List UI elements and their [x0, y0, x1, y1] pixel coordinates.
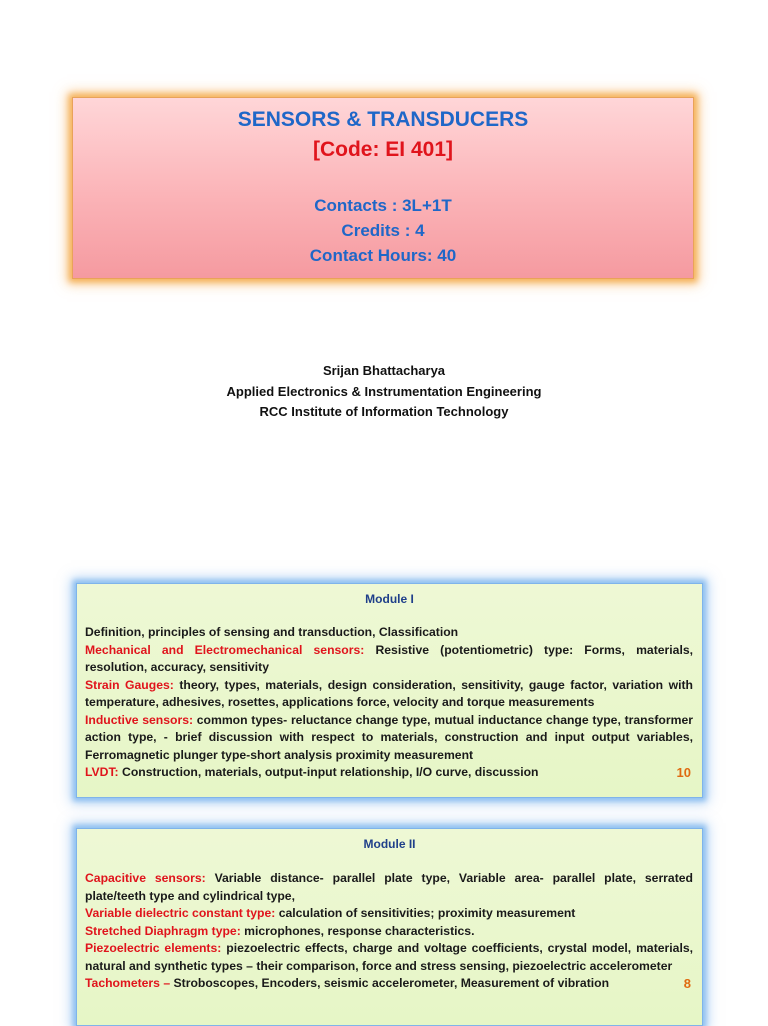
module-1-line: Definition, principles of sensing and transduction, Classification — [85, 625, 459, 639]
author-department: Applied Electronics & Instrumentation Engineering — [226, 384, 542, 399]
credits: Credits : 4 — [341, 221, 425, 240]
topic-text: Construction, materials, output-input relationship, I/O curve, discussion — [118, 765, 539, 779]
module-2-paragraph — [85, 940, 693, 975]
topic-text: theory, types, materials, design consideration, sensitivity, gauge factor, variation with temperature, adhesives, rosettes, applications force, velocity and torque measurements — [85, 677, 694, 709]
module-1-paragraph — [85, 764, 693, 782]
topic-label: Capacitive sensors: — [85, 871, 206, 885]
topic-text: calculation of sensitivities; proximity measurement — [275, 906, 576, 920]
topic-text: Variable distance- parallel plate type, Variable area- parallel plate, serrated plate/teeth type and cylindrical type, — [85, 871, 693, 903]
topic-text: common types- reluctance change type, mutual inductance change type, transformer action type, - brief discussion with respect to materials, construction and input output variables, Ferromagnetic plunger type-short analysis proximity measurement — [85, 712, 693, 762]
topic-label: LVDT: — [85, 765, 119, 779]
module-1-paragraph — [85, 677, 693, 712]
topic-label: Tachometers – — [85, 976, 171, 990]
module-1-title: Module I — [365, 592, 414, 606]
module-2-box — [76, 828, 703, 1026]
author-institute: RCC Institute of Information Technology — [259, 404, 509, 419]
module-2-body — [85, 870, 693, 993]
topic-label: Mechanical and Electromechanical sensors: — [85, 642, 365, 657]
topic-text: microphones, response characteristics. — [240, 923, 475, 938]
topic-label: Piezoelectric elements: — [85, 941, 222, 955]
topic-label: Stretched Diaphragm type: — [85, 923, 241, 938]
topic-text: Stroboscopes, Encoders, seismic accelerometer, Measurement of vibration — [170, 976, 610, 990]
module-1-hours: 10 — [676, 765, 691, 780]
module-2-hours: 8 — [683, 976, 691, 991]
author-name: Srijan Bhattacharya — [322, 363, 446, 378]
contact-hours: Contact Hours: 40 — [309, 246, 457, 265]
topic-label: Strain Gauges: — [85, 677, 174, 692]
topic-text: Resistive (potentiometric) type: Forms, materials, resolution, accuracy, sensitivity — [85, 642, 693, 674]
module-2-paragraph — [85, 905, 693, 923]
topic-label: Variable dielectric constant type: — [85, 906, 276, 920]
topic-text: piezoelectric effects, charge and voltage coefficients, crystal model, materials, natural and synthetic types – their comparison, force and stress sensing, piezoelectric accelerometer — [85, 941, 693, 973]
course-title-box — [72, 97, 694, 279]
module-1-box — [76, 583, 703, 798]
course-title: SENSORS & TRANSDUCERS — [237, 108, 529, 131]
course-code: [Code: EI 401] — [312, 138, 454, 161]
module-2-title: Module II — [363, 837, 416, 851]
module-1-paragraph — [85, 712, 693, 765]
module-2-paragraph — [85, 923, 693, 941]
contacts: Contacts : 3L+1T — [314, 196, 452, 215]
module-1-paragraph — [85, 642, 693, 677]
module-2-paragraph — [85, 870, 693, 905]
module-1-body — [85, 624, 693, 782]
topic-label: Inductive sensors: — [85, 712, 194, 727]
module-2-paragraph — [85, 975, 693, 993]
